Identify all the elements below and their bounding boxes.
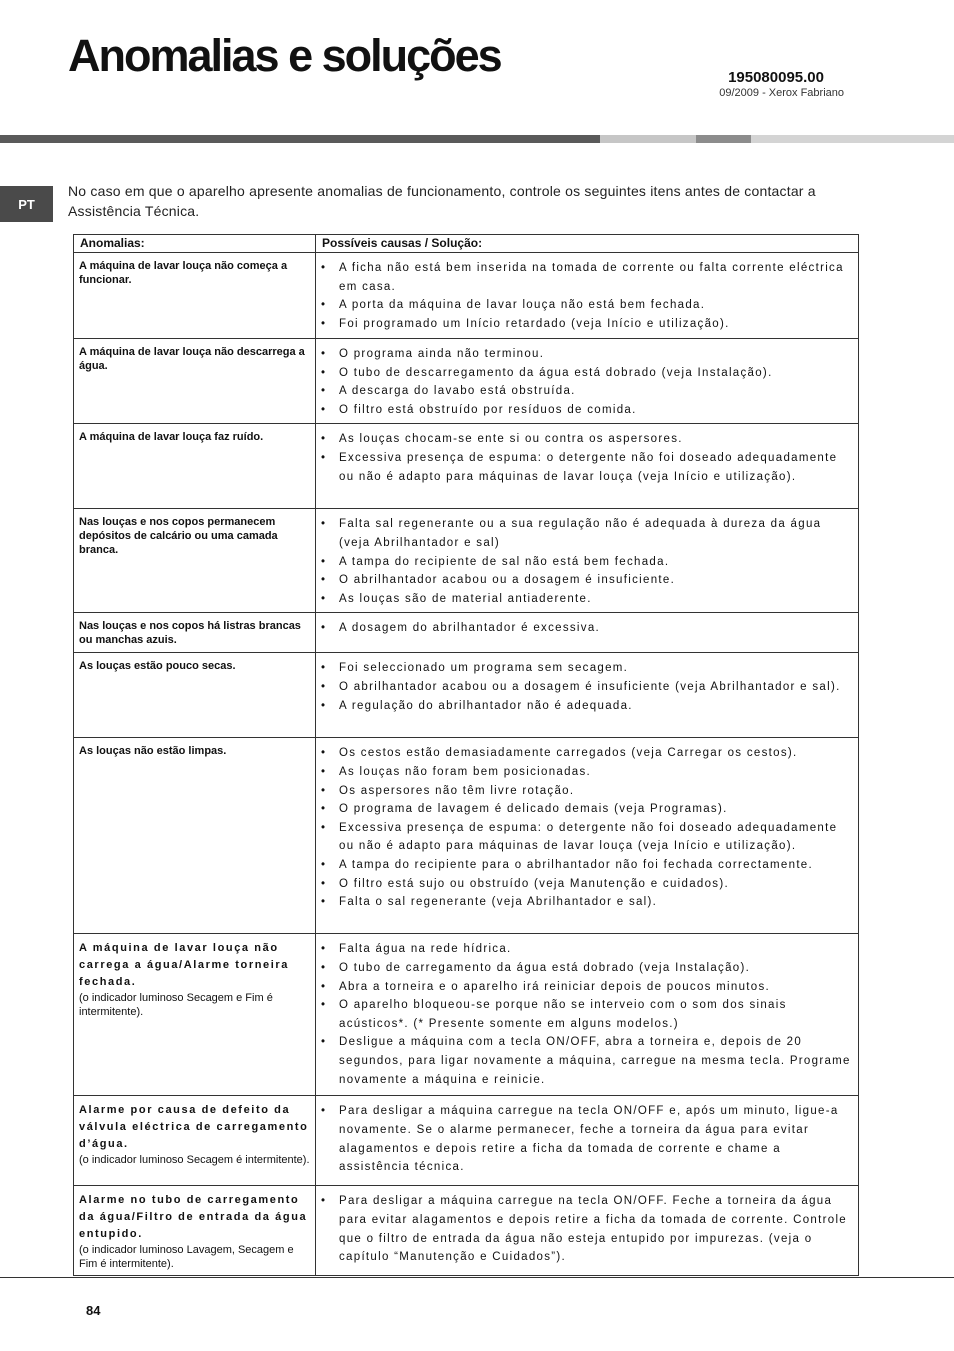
causes-cell (316, 613, 859, 653)
cause-item: • A regulação do abrilhantador não é adequada. (320, 697, 852, 716)
indicator-note: (o indicador luminoso Lavagem, Secagem e Fim é intermitente). (79, 1244, 294, 1271)
table-row (74, 1186, 859, 1276)
anomaly-text: A máquina de lavar louça não carrega a água/Alarme torneira fechada. (79, 942, 290, 989)
cause-item: • O filtro está sujo ou obstruído (veja Manutenção e cuidados). (320, 875, 852, 894)
cause-item: • Desligue a máquina com a tecla ON/OFF, abra a torneira e, depois de 20 segundos, para ligar novamente a máquina, carregue na mesma tecla. Programe novamente a máquina e reinicie. (320, 1033, 852, 1089)
language-tab: PT (0, 186, 53, 222)
cause-item: • A tampa do recipiente para o abrilhantador não foi fechada correctamente. (320, 856, 852, 875)
anomaly-cell (74, 738, 316, 934)
causes-cell (316, 253, 859, 339)
cause-item: • A porta da máquina de lavar louça não está bem fechada. (320, 296, 852, 315)
document-code: 195080095.00 (728, 69, 824, 86)
header-band (696, 135, 751, 143)
table-row (74, 613, 859, 653)
anomaly-text: Alarme por causa de defeito da válvula eléctrica de carregamento d’água. (79, 1104, 309, 1151)
anomaly-text: A máquina de lavar louça faz ruído. (79, 431, 264, 444)
causes-cell (316, 424, 859, 509)
causes-cell (316, 509, 859, 613)
causes-cell (316, 934, 859, 1096)
table-row (74, 653, 859, 738)
page-title: Anomalias e soluções (68, 30, 501, 81)
anomaly-cell (74, 1096, 316, 1186)
cause-item: • O tubo de descarregamento da água está dobrado (veja Instalação). (320, 364, 852, 383)
anomaly-text: As louças não estão limpas. (79, 745, 227, 758)
anomaly-text: Nas louças e nos copos há listras brancas ou manchas azuis. (79, 620, 301, 647)
indicator-note: (o indicador luminoso Secagem é intermitente). (79, 1154, 310, 1167)
cause-item: • O aparelho bloqueou-se porque não se interveio com o som dos sinais acústicos*. (* Presente somente em alguns modelos.) (320, 996, 852, 1033)
cause-item: • Falta água na rede hídrica. (320, 940, 852, 959)
anomaly-cell (74, 613, 316, 653)
cause-item: • O programa de lavagem é delicado demais (veja Programas). (320, 800, 852, 819)
cause-item: • Para desligar a máquina carregue na tecla ON/OFF e, após um minuto, ligue-a novamente. Se o alarme permanecer, feche a torneira da água para evitar alagamentos e depois retire a ficha da tomada de corrente e chame a assistência técnica. (320, 1102, 852, 1176)
cause-item: • Falta o sal regenerante (veja Abrilhantador e sal). (320, 893, 852, 912)
cause-item: • Os cestos estão demasiadamente carregados (veja Carregar os cestos). (320, 744, 852, 763)
causes-cell (316, 738, 859, 934)
causes-cell (316, 1096, 859, 1186)
table-row (74, 339, 859, 424)
anomaly-text: A máquina de lavar louça não começa a funcionar. (79, 260, 288, 286)
page-number: 84 (86, 1303, 101, 1318)
anomaly-cell (74, 424, 316, 509)
anomaly-text: Nas louças e nos copos permanecem depósitos de calcário ou uma camada branca. (79, 516, 278, 557)
anomaly-text: Alarme no tubo de carregamento da água/Filtro de entrada da água entupido. (79, 1194, 308, 1241)
cause-item: • Abra a torneira e o aparelho irá reiniciar depois de poucos minutos. (320, 978, 852, 997)
header-band (0, 135, 600, 143)
table-row (74, 738, 859, 934)
header-band (751, 135, 954, 143)
table-row (74, 1096, 859, 1186)
footer-rule (0, 1277, 954, 1278)
anomaly-text: As louças estão pouco secas. (79, 660, 236, 673)
cause-item: • A tampa do recipiente de sal não está bem fechada. (320, 553, 852, 572)
cause-item: • Excessiva presença de espuma: o detergente não foi doseado adequadamente ou não é adapto para máquinas de lavar louça (veja Início e utilização). (320, 819, 852, 856)
table-row (74, 424, 859, 509)
cause-item: • Excessiva presença de espuma: o detergente não foi doseado adequadamente ou não é adapto para máquinas de lavar louça (veja Início e utilização). (320, 449, 852, 486)
column-header-anomalies: Anomalias: (74, 235, 316, 253)
cause-item: • As louças são de material antiaderente. (320, 590, 852, 609)
cause-item: • As louças não foram bem posicionadas. (320, 763, 852, 782)
cause-item: • Falta sal regenerante ou a sua regulação não é adequada à dureza da água (veja Abrilhantador e sal) (320, 515, 852, 552)
cause-item: • O programa ainda não terminou. (320, 345, 852, 364)
document-date: 09/2009 - Xerox Fabriano (719, 87, 844, 99)
table-row (74, 253, 859, 339)
cause-item: • O tubo de carregamento da água está dobrado (veja Instalação). (320, 959, 852, 978)
causes-cell (316, 339, 859, 424)
table-header-row (74, 235, 859, 253)
cause-item: • A ficha não está bem inserida na tomada de corrente ou falta corrente eléctrica em casa. (320, 259, 852, 296)
cause-item: • As louças chocam-se ente si ou contra os aspersores. (320, 430, 852, 449)
anomaly-cell (74, 934, 316, 1096)
intro-paragraph: No caso em que o aparelho apresente anomalias de funcionamento, controle os seguintes itens antes de contactar a Assistência Técnica. (68, 183, 816, 219)
cause-item: • Os aspersores não têm livre rotação. (320, 782, 852, 801)
anomaly-cell (74, 253, 316, 339)
cause-item: • Para desligar a máquina carregue na tecla ON/OFF. Feche a torneira da água para evitar alagamentos e depois retire a ficha da tomada de corrente. Controle que o filtro de entrada da água não esteja entupido por impurezas. (veja o capítulo “Manutenção e Cuidados”). (320, 1192, 852, 1266)
anomaly-text: A máquina de lavar louça não descarrega a água. (79, 346, 305, 372)
cause-item: • A descarga do lavabo está obstruída. (320, 382, 852, 401)
causes-cell (316, 653, 859, 738)
cause-item: • O abrilhantador acabou ou a dosagem é insuficiente. (320, 571, 852, 590)
cause-item: • Foi programado um Início retardado (veja Início e utilização). (320, 315, 852, 334)
anomaly-cell (74, 509, 316, 613)
causes-cell (316, 1186, 859, 1276)
anomaly-cell (74, 1186, 316, 1276)
troubleshooting-table (73, 234, 859, 1276)
cause-item: • O filtro está obstruído por resíduos de comida. (320, 401, 852, 420)
table-row (74, 509, 859, 613)
cause-item: • A dosagem do abrilhantador é excessiva. (320, 619, 852, 638)
anomaly-cell (74, 339, 316, 424)
anomaly-cell (74, 653, 316, 738)
cause-item: • O abrilhantador acabou ou a dosagem é insuficiente (veja Abrilhantador e sal). (320, 678, 852, 697)
column-header-causes: Possíveis causas / Solução: (316, 235, 859, 253)
table-row (74, 934, 859, 1096)
cause-item: • Foi seleccionado um programa sem secagem. (320, 659, 852, 678)
header-band (600, 135, 696, 143)
indicator-note: (o indicador luminoso Secagem e Fim é intermitente). (79, 992, 273, 1019)
